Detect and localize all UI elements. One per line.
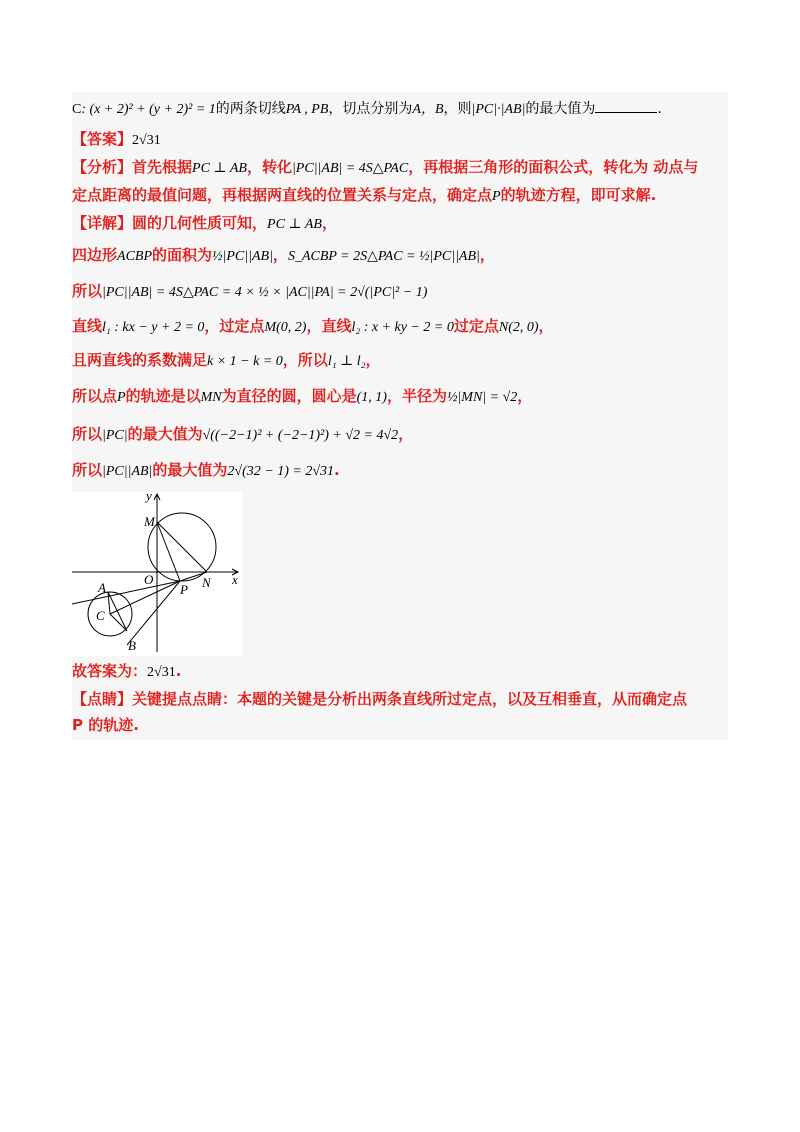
comment-line-2 <box>72 714 728 736</box>
analysis-text: ，转化 <box>246 158 292 176</box>
detail-text: 为直径的圆，圆心是 <box>221 387 357 405</box>
question-circle-name: C <box>72 102 82 117</box>
detail-math: l₂ : x + ky − 2 = 0 <box>351 320 454 335</box>
detail-line-7 <box>72 418 728 452</box>
detail-math: ½|MN| = √2 <box>446 390 518 405</box>
detail-text: 且两直线的系数满足 <box>72 351 208 369</box>
analysis-line-2 <box>72 184 728 208</box>
mn-segment <box>157 522 207 572</box>
detail-text: ，过定点 <box>204 317 265 335</box>
detail-math: l₁ : kx − y + 2 = 0 <box>102 320 205 335</box>
detail-text: ，所以 <box>282 351 328 369</box>
final-answer-label: 故答案为： <box>72 662 148 680</box>
analysis-text: 的轨迹方程，即可求解. <box>500 186 657 204</box>
detail-line-8 <box>72 456 728 486</box>
detail-text: 所以 <box>72 282 103 300</box>
detail-math: l₁ ⊥ l₂ <box>327 354 366 369</box>
analysis-text: ，再根据三角形的面积公式，转化为 动点与 <box>408 158 699 176</box>
question-expression: |PC|·|AB| <box>471 102 526 117</box>
detail-math: |PC| <box>102 428 128 443</box>
geometry-figure <box>72 492 242 656</box>
detail-line-5 <box>72 346 728 376</box>
detail-text: 四边形 <box>72 246 118 264</box>
detail-math: N(2, 0) <box>498 320 539 335</box>
label-o: O <box>144 572 154 587</box>
detail-text: 所以 <box>72 425 103 443</box>
detail-math: (1, 1) <box>356 390 387 405</box>
analysis-text: 首先根据 <box>132 158 193 176</box>
detail-line-3 <box>72 276 728 308</box>
detail-math: |PC||AB| = 4S△PAC = 4 × ½ × |AC||PA| = 2√(|PC|² − 1) <box>102 285 428 300</box>
question-text-2: ，切点分别为 <box>328 101 413 117</box>
detail-text: ，直线 <box>306 317 352 335</box>
analysis-math: PC ⊥ AB <box>192 161 247 176</box>
analysis-text: 定点距离的最值问题，再根据两直线的位置关系与定点，确定点 <box>72 186 493 204</box>
final-answer-line <box>72 660 728 684</box>
detail-math: PC ⊥ AB <box>267 217 322 232</box>
label-x: x <box>232 572 238 587</box>
detail-text: 的面积为 <box>152 246 213 264</box>
detail-text: 的最大值为 <box>152 461 228 479</box>
detail-line-6 <box>72 380 728 414</box>
detail-tag: 【详解】 <box>72 214 133 232</box>
question-text-4: 的最大值为 <box>525 101 596 117</box>
detail-text: 的轨迹是以 <box>125 387 201 405</box>
detail-math: √((−2−1)² + (−2−1)²) + √2 = 4√2 <box>202 428 399 443</box>
label-b: B <box>128 638 136 653</box>
detail-text: 过定点 <box>453 317 499 335</box>
detail-text: 所以点 <box>72 387 118 405</box>
solution-sheet <box>72 92 728 740</box>
detail-text: ， <box>517 387 533 405</box>
detail-math: ½|PC||AB| <box>212 249 273 264</box>
analysis-math: |PC||AB| = 4S△PAC <box>291 161 409 176</box>
detail-math: MN <box>200 390 222 405</box>
detail-text: 的最大值为 <box>127 425 203 443</box>
question-end: . <box>657 101 662 117</box>
detail-text: ， <box>538 317 554 335</box>
analysis-math: P <box>492 189 501 204</box>
detail-math: P <box>117 390 126 405</box>
label-a: A <box>98 580 106 595</box>
comment-tag: 【点睛】 <box>72 690 133 708</box>
question-line <box>72 92 728 128</box>
detail-line-4 <box>72 312 728 342</box>
answer-value: 2√31 <box>132 133 161 148</box>
detail-text: ， <box>398 425 414 443</box>
detail-text: ， <box>365 351 381 369</box>
detail-line-1 <box>72 212 728 236</box>
question-circle-formula: : (x + 2)² + (y + 2)² = 1 <box>81 102 216 117</box>
detail-text: ，半径为 <box>386 387 447 405</box>
detail-math: k × 1 − k = 0 <box>207 354 283 369</box>
question-points: A，B <box>412 102 444 117</box>
bc-radius <box>110 614 127 631</box>
analysis-line-1 <box>72 156 728 180</box>
detail-math: S_ACBP = 2S△PAC = ½|PC||AB| <box>287 249 480 264</box>
final-answer-end: . <box>175 662 182 680</box>
ab-chord <box>108 592 127 631</box>
question-tangents: PA , PB <box>285 102 329 117</box>
detail-math: ACBP <box>117 249 153 264</box>
answer-blank <box>595 100 657 113</box>
comment-line-1 <box>72 688 728 710</box>
detail-text: 圆的几何性质可知， <box>132 214 268 232</box>
detail-math: 2√(32 − 1) = 2√31 <box>227 464 335 479</box>
detail-text: 直线 <box>72 317 103 335</box>
detail-math: |PC||AB| <box>102 464 153 479</box>
detail-text: 所以 <box>72 461 103 479</box>
label-n: N <box>202 575 211 590</box>
detail-text: ， <box>272 246 288 264</box>
comment-text: 关键提点点睛：本题的关键是分析出两条直线所过定点，以及互相垂直，从而确定点 <box>132 690 688 708</box>
label-y: y <box>146 492 152 503</box>
analysis-tag: 【分析】 <box>72 158 133 176</box>
label-c: C <box>96 608 105 623</box>
detail-math: M(0, 2) <box>264 320 307 335</box>
detail-text: ， <box>479 246 495 264</box>
label-p: P <box>180 582 188 597</box>
label-m: M <box>144 514 155 529</box>
answer-line <box>72 128 728 152</box>
detail-text: ， <box>321 214 337 232</box>
detail-line-2 <box>72 240 728 272</box>
final-answer-value: 2√31 <box>147 665 176 680</box>
question-text-1: 的两条切线 <box>215 101 286 117</box>
question-text-3: ，则 <box>443 101 472 117</box>
answer-tag: 【答案】 <box>72 130 133 148</box>
comment-text: P 的轨迹. <box>72 716 139 734</box>
detail-text: . <box>334 461 340 479</box>
